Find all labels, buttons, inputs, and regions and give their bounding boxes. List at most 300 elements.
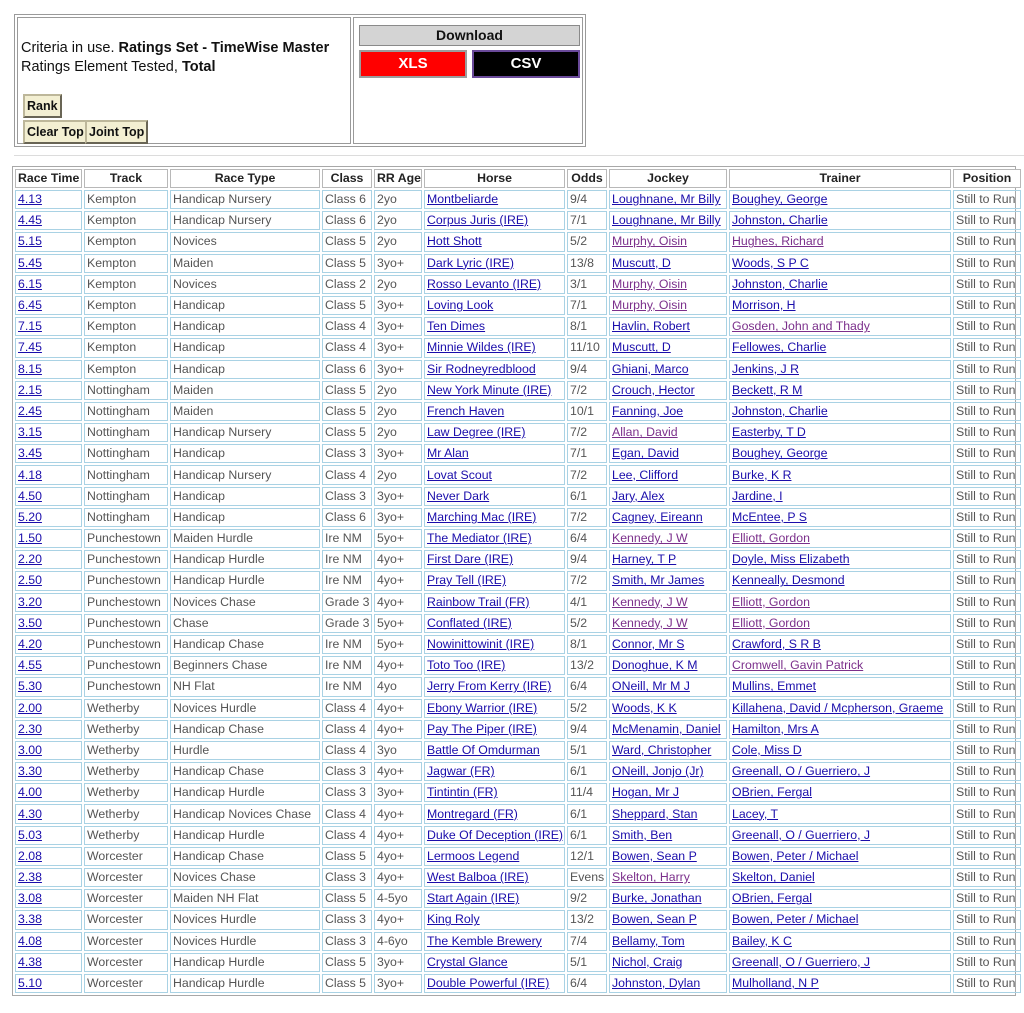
trainer-cell — [729, 720, 951, 739]
age-cell: 4yo+ — [374, 804, 422, 823]
position-cell: Still to Run — [953, 190, 1021, 209]
age-cell: 4yo+ — [374, 847, 422, 866]
jockey-link[interactable]: Bowen, Sean P — [612, 848, 697, 863]
odds-cell: 5/2 — [567, 699, 607, 718]
position-cell: Still to Run — [953, 635, 1021, 654]
horse-link[interactable]: Marching Mac (IRE) — [427, 509, 537, 524]
jockey-cell — [609, 296, 727, 315]
race-time-link[interactable]: 2.38 — [18, 870, 42, 885]
trainer-cell — [729, 741, 951, 760]
column-header-race-type: Race Type — [170, 169, 320, 188]
jockey-link[interactable]: Loughnane, Mr Billy — [612, 192, 721, 207]
horse-cell — [424, 868, 565, 887]
horse-link[interactable]: Battle Of Omdurman — [427, 742, 540, 757]
table-row — [15, 571, 1021, 590]
horse-link[interactable]: New York Minute (IRE) — [427, 382, 552, 397]
criteria-prefix: Criteria in use. — [21, 40, 119, 56]
trainer-link[interactable]: Burke, K R — [732, 467, 792, 482]
horse-link[interactable]: Nowinittowinit (IRE) — [427, 637, 535, 652]
track-cell: Kempton — [84, 232, 168, 251]
odds-cell: 6/1 — [567, 826, 607, 845]
race-time-link[interactable]: 2.30 — [18, 721, 42, 736]
race-time-link[interactable]: 2.00 — [18, 700, 42, 715]
race-time-link[interactable]: 2.50 — [18, 573, 42, 588]
jockey-link[interactable]: Connor, Mr S — [612, 637, 685, 652]
jockey-cell — [609, 444, 727, 463]
table-row — [15, 699, 1021, 718]
trainer-link[interactable]: Jardine, I — [732, 488, 783, 503]
race-type-cell: Handicap — [170, 508, 320, 527]
horse-link[interactable]: Duke Of Deception (IRE) — [427, 827, 563, 842]
jockey-cell — [609, 423, 727, 442]
race-time-link[interactable]: 7.45 — [18, 340, 42, 355]
age-cell: 2yo — [374, 211, 422, 230]
age-cell: 4-5yo — [374, 889, 422, 908]
horse-link[interactable]: King Roly — [427, 912, 480, 927]
results-table — [13, 167, 1023, 995]
jockey-link[interactable]: Smith, Ben — [612, 827, 673, 842]
jockey-link[interactable]: Fanning, Joe — [612, 403, 684, 418]
trainer-cell — [729, 932, 951, 951]
trainer-link[interactable]: Morrison, H — [732, 298, 796, 313]
trainer-link[interactable]: Lacey, T — [732, 806, 779, 821]
race-time-link[interactable]: 4.18 — [18, 467, 42, 482]
race-time-link[interactable]: 1.50 — [18, 531, 42, 546]
class-cell: Class 5 — [322, 402, 372, 421]
horse-link[interactable]: Ten Dimes — [427, 319, 486, 334]
track-cell: Kempton — [84, 190, 168, 209]
trainer-link[interactable]: OBrien, Fergal — [732, 891, 812, 906]
horse-link[interactable]: Double Powerful (IRE) — [427, 976, 550, 991]
jockey-cell — [609, 550, 727, 569]
horse-link[interactable]: Law Degree (IRE) — [427, 425, 526, 440]
table-row — [15, 360, 1021, 379]
jockey-link[interactable]: Cagney, Eireann — [612, 509, 703, 524]
trainer-cell — [729, 783, 951, 802]
table-row — [15, 232, 1021, 251]
jockey-link[interactable]: Jary, Alex — [612, 488, 665, 503]
clear-top-button[interactable]: Clear Top — [23, 120, 88, 144]
table-row — [15, 656, 1021, 675]
trainer-link[interactable]: Bowen, Peter / Michael — [732, 848, 859, 863]
jockey-link[interactable]: Bowen, Sean P — [612, 912, 697, 927]
race-time-cell — [15, 232, 82, 251]
track-cell: Nottingham — [84, 508, 168, 527]
jockey-link[interactable]: Murphy, Oisin — [612, 234, 687, 249]
class-cell: Class 3 — [322, 762, 372, 781]
track-cell: Punchestown — [84, 656, 168, 675]
jockey-link[interactable]: Egan, David — [612, 446, 679, 461]
trainer-link[interactable]: Gosden, John and Thady — [732, 319, 870, 334]
jockey-cell — [609, 402, 727, 421]
race-type-cell: Chase — [170, 614, 320, 633]
position-cell: Still to Run — [953, 381, 1021, 400]
trainer-link[interactable]: Cromwell, Gavin Patrick — [732, 658, 864, 673]
horse-link[interactable]: Tintintin (FR) — [427, 785, 498, 800]
trainer-link[interactable]: Elliott, Gordon — [732, 531, 810, 546]
race-time-link[interactable]: 4.38 — [18, 954, 42, 969]
race-time-link[interactable]: 4.55 — [18, 658, 42, 673]
horse-link[interactable]: Lovat Scout — [427, 467, 492, 482]
horse-cell — [424, 720, 565, 739]
race-time-link[interactable]: 5.45 — [18, 255, 42, 270]
race-time-cell — [15, 465, 82, 484]
race-time-link[interactable]: 3.50 — [18, 615, 42, 630]
horse-link[interactable]: Montbeliarde — [427, 192, 499, 207]
race-type-cell: Handicap Chase — [170, 635, 320, 654]
table-row — [15, 487, 1021, 506]
trainer-link[interactable]: OBrien, Fergal — [732, 785, 812, 800]
odds-cell: 6/4 — [567, 974, 607, 993]
race-time-link[interactable]: 2.20 — [18, 552, 42, 567]
jockey-link[interactable]: Bellamy, Tom — [612, 933, 685, 948]
table-row — [15, 254, 1021, 273]
position-cell: Still to Run — [953, 614, 1021, 633]
table-row — [15, 190, 1021, 209]
trainer-link[interactable]: Boughey, George — [732, 446, 828, 461]
trainer-link[interactable]: Bowen, Peter / Michael — [732, 912, 859, 927]
jockey-link[interactable]: Kennedy, J W — [612, 615, 688, 630]
horse-link[interactable]: Mr Alan — [427, 446, 469, 461]
race-time-cell — [15, 614, 82, 633]
trainer-link[interactable]: Elliott, Gordon — [732, 594, 810, 609]
race-time-link[interactable]: 5.30 — [18, 679, 42, 694]
trainer-link[interactable]: Beckett, R M — [732, 382, 803, 397]
trainer-cell — [729, 847, 951, 866]
horse-link[interactable]: Rainbow Trail (FR) — [427, 594, 530, 609]
track-cell: Kempton — [84, 317, 168, 336]
table-row — [15, 508, 1021, 527]
race-time-link[interactable]: 4.00 — [18, 785, 42, 800]
table-row — [15, 847, 1021, 866]
race-time-link[interactable]: 3.38 — [18, 912, 42, 927]
horse-link[interactable]: Jerry From Kerry (IRE) — [427, 679, 552, 694]
jockey-link[interactable]: Murphy, Oisin — [612, 298, 687, 313]
class-cell: Class 5 — [322, 847, 372, 866]
race-type-cell: Handicap — [170, 296, 320, 315]
track-cell: Nottingham — [84, 402, 168, 421]
race-time-link[interactable]: 5.10 — [18, 976, 42, 991]
trainer-cell — [729, 804, 951, 823]
horse-cell — [424, 360, 565, 379]
horse-cell — [424, 232, 565, 251]
position-cell: Still to Run — [953, 741, 1021, 760]
trainer-link[interactable]: Mullins, Emmet — [732, 679, 817, 694]
trainer-link[interactable]: Elliott, Gordon — [732, 615, 810, 630]
trainer-link[interactable]: Mulholland, N P — [732, 976, 819, 991]
horse-link[interactable]: Dark Lyric (IRE) — [427, 255, 514, 270]
trainer-link[interactable]: Greenall, O / Guerriero, J — [732, 764, 871, 779]
jockey-link[interactable]: Murphy, Oisin — [612, 276, 687, 291]
position-cell: Still to Run — [953, 254, 1021, 273]
race-time-link[interactable]: 2.15 — [18, 382, 42, 397]
odds-cell: 13/8 — [567, 254, 607, 273]
age-cell: 2yo — [374, 275, 422, 294]
joint-top-button[interactable]: Joint Top — [85, 120, 148, 144]
trainer-link[interactable]: Hughes, Richard — [732, 234, 824, 249]
odds-cell: 5/1 — [567, 741, 607, 760]
race-time-link[interactable]: 4.45 — [18, 213, 42, 228]
race-time-cell — [15, 720, 82, 739]
horse-link[interactable]: Never Dark — [427, 488, 490, 503]
horse-link[interactable]: Toto Too (IRE) — [427, 658, 506, 673]
class-cell: Ire NM — [322, 635, 372, 654]
jockey-link[interactable]: Harney, T P — [612, 552, 677, 567]
class-cell: Class 3 — [322, 444, 372, 463]
race-type-cell: Maiden Hurdle — [170, 529, 320, 548]
horse-link[interactable]: Start Again (IRE) — [427, 891, 520, 906]
trainer-link[interactable]: Greenall, O / Guerriero, J — [732, 827, 871, 842]
horse-cell — [424, 508, 565, 527]
horse-cell — [424, 762, 565, 781]
trainer-link[interactable]: Bailey, K C — [732, 933, 792, 948]
jockey-link[interactable]: Kennedy, J W — [612, 594, 688, 609]
odds-cell: 8/1 — [567, 635, 607, 654]
horse-link[interactable]: Sir Rodneyredblood — [427, 361, 536, 376]
jockey-link[interactable]: Smith, Mr James — [612, 573, 705, 588]
jockey-link[interactable]: Allan, David — [612, 425, 678, 440]
horse-link[interactable]: Hott Shott — [427, 234, 482, 249]
class-cell: Class 4 — [322, 826, 372, 845]
race-time-link[interactable]: 3.45 — [18, 446, 42, 461]
jockey-link[interactable]: Loughnane, Mr Billy — [612, 213, 721, 228]
horse-cell — [424, 974, 565, 993]
jockey-link[interactable]: Crouch, Hector — [612, 382, 695, 397]
race-time-link[interactable]: 6.15 — [18, 276, 42, 291]
table-row — [15, 614, 1021, 633]
class-cell: Class 4 — [322, 699, 372, 718]
trainer-cell — [729, 402, 951, 421]
race-time-link[interactable]: 4.30 — [18, 806, 42, 821]
race-time-link[interactable]: 3.30 — [18, 764, 42, 779]
jockey-link[interactable]: Donoghue, K M — [612, 658, 698, 673]
horse-link[interactable]: Jagwar (FR) — [427, 764, 495, 779]
horse-cell — [424, 571, 565, 590]
track-cell: Punchestown — [84, 635, 168, 654]
race-time-link[interactable]: 5.03 — [18, 827, 42, 842]
trainer-link[interactable]: Greenall, O / Guerriero, J — [732, 954, 871, 969]
track-cell: Wetherby — [84, 762, 168, 781]
class-cell: Class 3 — [322, 487, 372, 506]
horse-link[interactable]: Lermoos Legend — [427, 848, 520, 863]
track-cell: Punchestown — [84, 593, 168, 612]
race-time-link[interactable]: 3.15 — [18, 425, 42, 440]
trainer-link[interactable]: Fellowes, Charlie — [732, 340, 827, 355]
age-cell: 3yo+ — [374, 296, 422, 315]
position-cell: Still to Run — [953, 953, 1021, 972]
csv-download-button[interactable]: CSV — [472, 50, 580, 78]
position-cell: Still to Run — [953, 762, 1021, 781]
horse-link[interactable]: Loving Look — [427, 298, 494, 313]
trainer-link[interactable]: Boughey, George — [732, 192, 828, 207]
position-cell: Still to Run — [953, 656, 1021, 675]
track-cell: Worcester — [84, 889, 168, 908]
jockey-link[interactable]: Hogan, Mr J — [612, 785, 679, 800]
jockey-link[interactable]: Ghiani, Marco — [612, 361, 689, 376]
jockey-link[interactable]: Kennedy, J W — [612, 531, 688, 546]
age-cell: 4yo+ — [374, 699, 422, 718]
jockey-link[interactable]: ONeill, Mr M J — [612, 679, 690, 694]
trainer-link[interactable]: Jenkins, J R — [732, 361, 799, 376]
race-time-link[interactable]: 4.20 — [18, 637, 42, 652]
horse-link[interactable]: The Kemble Brewery — [427, 933, 542, 948]
horse-link[interactable]: Minnie Wildes (IRE) — [427, 340, 536, 355]
trainer-link[interactable]: Doyle, Miss Elizabeth — [732, 552, 850, 567]
age-cell: 3yo+ — [374, 317, 422, 336]
age-cell: 3yo+ — [374, 360, 422, 379]
race-time-cell — [15, 699, 82, 718]
odds-cell: 9/4 — [567, 190, 607, 209]
race-time-link[interactable]: 4.13 — [18, 192, 42, 207]
race-type-cell: Novices Hurdle — [170, 932, 320, 951]
trainer-link[interactable]: Johnston, Charlie — [732, 213, 828, 228]
trainer-link[interactable]: Hamilton, Mrs A — [732, 721, 819, 736]
trainer-link[interactable]: Johnston, Charlie — [732, 403, 828, 418]
trainer-cell — [729, 254, 951, 273]
jockey-link[interactable]: Muscutt, D — [612, 255, 671, 270]
trainer-cell — [729, 338, 951, 357]
jockey-link[interactable]: Burke, Jonathan — [612, 891, 702, 906]
trainer-cell — [729, 656, 951, 675]
jockey-link[interactable]: ONeill, Jonjo (Jr) — [612, 764, 704, 779]
jockey-cell — [609, 211, 727, 230]
race-time-link[interactable]: 2.08 — [18, 848, 42, 863]
class-cell: Class 4 — [322, 741, 372, 760]
jockey-link[interactable]: Havlin, Robert — [612, 319, 690, 334]
race-time-cell — [15, 635, 82, 654]
trainer-link[interactable]: Crawford, S R B — [732, 637, 821, 652]
trainer-link[interactable]: Killahena, David / Mcpherson, Graeme — [732, 700, 944, 715]
jockey-cell — [609, 804, 727, 823]
jockey-link[interactable]: McMenamin, Daniel — [612, 721, 721, 736]
race-time-link[interactable]: 3.08 — [18, 891, 42, 906]
age-cell: 2yo — [374, 232, 422, 251]
jockey-link[interactable]: Woods, K K — [612, 700, 677, 715]
race-time-cell — [15, 254, 82, 273]
class-cell: Class 5 — [322, 296, 372, 315]
horse-link[interactable]: Conflated (IRE) — [427, 615, 512, 630]
age-cell: 3yo+ — [374, 783, 422, 802]
horse-cell — [424, 847, 565, 866]
jockey-cell — [609, 254, 727, 273]
horse-link[interactable]: The Mediator (IRE) — [427, 531, 532, 546]
xls-download-button[interactable]: XLS — [359, 50, 467, 78]
race-time-cell — [15, 338, 82, 357]
ratings-set-label: Ratings Set - TimeWise Master — [118, 40, 330, 56]
trainer-link[interactable]: Cole, Miss D — [732, 742, 802, 757]
position-cell: Still to Run — [953, 720, 1021, 739]
race-time-link[interactable]: 4.50 — [18, 488, 42, 503]
race-type-cell: Handicap Nursery — [170, 423, 320, 442]
race-type-cell: Handicap — [170, 444, 320, 463]
trainer-link[interactable]: Kenneally, Desmond — [732, 573, 845, 588]
position-cell: Still to Run — [953, 338, 1021, 357]
class-cell: Class 5 — [322, 889, 372, 908]
jockey-link[interactable]: Sheppard, Stan — [612, 806, 698, 821]
age-cell: 5yo+ — [374, 635, 422, 654]
age-cell: 5yo+ — [374, 614, 422, 633]
age-cell: 4yo+ — [374, 826, 422, 845]
race-time-link[interactable]: 6.45 — [18, 298, 42, 313]
class-cell: Class 6 — [322, 360, 372, 379]
position-cell: Still to Run — [953, 847, 1021, 866]
table-body — [15, 190, 1021, 993]
race-time-cell — [15, 889, 82, 908]
horse-link[interactable]: First Dare (IRE) — [427, 552, 514, 567]
jockey-link[interactable]: Skelton, Harry — [612, 870, 690, 885]
horse-link[interactable]: French Haven — [427, 403, 505, 418]
horse-link[interactable]: Pay The Piper (IRE) — [427, 721, 537, 736]
jockey-link[interactable]: Johnston, Dylan — [612, 976, 701, 991]
odds-cell: 13/2 — [567, 656, 607, 675]
horse-cell — [424, 487, 565, 506]
trainer-link[interactable]: Woods, S P C — [732, 255, 809, 270]
rank-button[interactable]: Rank — [23, 94, 62, 118]
table-row — [15, 550, 1021, 569]
race-type-cell: Hurdle — [170, 741, 320, 760]
trainer-cell — [729, 974, 951, 993]
class-cell: Class 3 — [322, 783, 372, 802]
horse-cell — [424, 190, 565, 209]
odds-cell: 5/2 — [567, 614, 607, 633]
trainer-cell — [729, 465, 951, 484]
jockey-cell — [609, 593, 727, 612]
criteria-text — [21, 39, 329, 77]
race-time-link[interactable]: 3.00 — [18, 742, 42, 757]
horse-link[interactable]: Pray Tell (IRE) — [427, 573, 507, 588]
race-time-link[interactable]: 5.20 — [18, 509, 42, 524]
jockey-link[interactable]: Lee, Clifford — [612, 467, 679, 482]
horse-cell — [424, 275, 565, 294]
jockey-cell — [609, 677, 727, 696]
jockey-cell — [609, 232, 727, 251]
race-time-link[interactable]: 3.20 — [18, 594, 42, 609]
horse-link[interactable]: Ebony Warrior (IRE) — [427, 700, 538, 715]
trainer-cell — [729, 444, 951, 463]
horse-link[interactable]: West Balboa (IRE) — [427, 870, 529, 885]
race-time-cell — [15, 656, 82, 675]
age-cell: 2yo — [374, 465, 422, 484]
trainer-link[interactable]: Easterby, T D — [732, 425, 806, 440]
age-cell: 4yo+ — [374, 868, 422, 887]
jockey-link[interactable]: Muscutt, D — [612, 340, 671, 355]
horse-link[interactable]: Rosso Levanto (IRE) — [427, 276, 542, 291]
horse-cell — [424, 529, 565, 548]
trainer-link[interactable]: Johnston, Charlie — [732, 276, 828, 291]
race-time-link[interactable]: 7.15 — [18, 319, 42, 334]
jockey-cell — [609, 720, 727, 739]
horse-link[interactable]: Corpus Juris (IRE) — [427, 213, 529, 228]
jockey-cell — [609, 868, 727, 887]
trainer-cell — [729, 296, 951, 315]
horse-link[interactable]: Crystal Glance — [427, 954, 508, 969]
odds-cell: 11/4 — [567, 783, 607, 802]
jockey-link[interactable]: Nichol, Craig — [612, 954, 683, 969]
race-time-link[interactable]: 5.15 — [18, 234, 42, 249]
table-row — [15, 826, 1021, 845]
race-time-link[interactable]: 2.45 — [18, 403, 42, 418]
trainer-link[interactable]: McEntee, P S — [732, 509, 807, 524]
horse-link[interactable]: Montregard (FR) — [427, 806, 518, 821]
column-header-class: Class — [322, 169, 372, 188]
race-time-link[interactable]: 8.15 — [18, 361, 42, 376]
jockey-link[interactable]: Ward, Christopher — [612, 742, 712, 757]
track-cell: Wetherby — [84, 804, 168, 823]
trainer-link[interactable]: Skelton, Daniel — [732, 870, 815, 885]
race-time-link[interactable]: 4.08 — [18, 933, 42, 948]
class-cell: Class 6 — [322, 508, 372, 527]
trainer-cell — [729, 614, 951, 633]
